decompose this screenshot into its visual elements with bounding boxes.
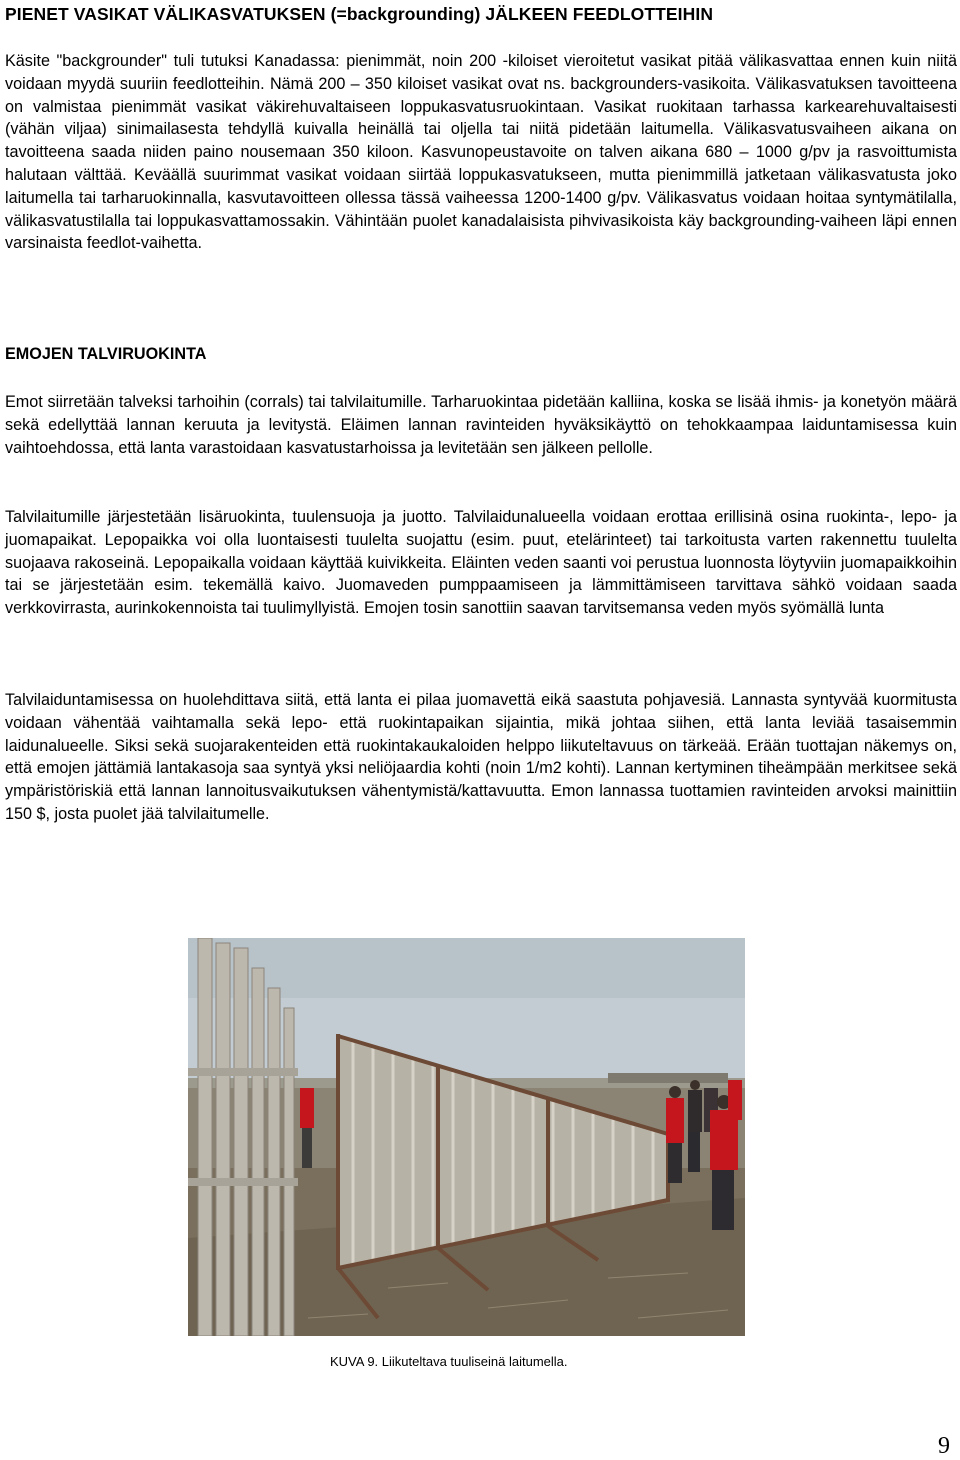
windbreak-fence-illustration bbox=[188, 938, 745, 1336]
figure-caption: KUVA 9. Liikuteltava tuuliseinä laitumella. bbox=[330, 1354, 568, 1369]
paragraph-winter-corrals: Emot siirretään talveksi tarhoihin (corrals) tai talvilaitumille. Tarharuokintaa pidetään kalliina, koska se lisää ihmis- ja konetyön määrä sekä edellyttää lannan keruuta ja levitystä. Eläimen lannan ravinteiden hyväksikäyttö on tehokkaampaa laiduntamisessa kuin vaihtoehdossa, että lanta varastoidaan kasvatustarhoissa ja levitetään sen jälkeen pellolle. bbox=[5, 393, 957, 457]
paragraph-winter-pastures: Talvilaitumille järjestetään lisäruokinta, tuulensuoja ja juotto. Talvilaidunalueella voidaan erottaa erillisinä osina ruokinta-, lepo- ja juomapaikat. Lepopaikka voi olla luontaisesti tuulelta suojattu (esim. puut, etelärinteet) tai tarkoitusta varten rakennettu tuulelta suojaava rakoseinä. Lepopaikalla voidaan käyttää kuivikkeita. Eläinten veden saanti voi perustua luonnosta löytyviin juomapaikkoihin tai se järjestetään esim. tekemällä kaivo. Juomaveden pumppaamiseen ja lämmittämiseen tarvittava sähkö voidaan saada verkkovirrasta, aurinkokennoista tai tuulimyllyistä. Emojen tosin sanottiin saavan tarvitsemansa veden myös syömällä lunta bbox=[5, 508, 957, 618]
figure-photo-windbreak-fence bbox=[188, 938, 745, 1336]
section-heading: EMOJEN TALVIRUOKINTA bbox=[5, 345, 207, 363]
paragraph-backgrounding: Käsite "backgrounder" tuli tutuksi Kanadassa: pienimmät, noin 200 -kiloiset vieroitetut vasikat pitää välikasvattaa ennen kuin niitä voidaan myydä suuriin feedlotteihin. Nämä 200 – 350 kiloiset vasikat ovat ns. backgrounders-vasikoita. Välikasvatuksen tavoitteena on valmistaa pienimmät vasikat väkirehuvaltaiseen loppukasvatusruokintaan. Vasikat ruokitaan tarhassa karkearehuvaltaisesti (vähän viljaa) sinimailasesta tehdyllä kuivalla heinällä tai oljella tai niitä pidetään laitumella. Välikasvatusvaiheen aikana on tavoitteena saada niiden paino nousemaan 350 kiloon. Kasvunopeustavoite on talven aikana 680 – 1000 g/pv ja rasvoittumista halutaan välttää. Keväällä suurimmat vasikat voidaan siirtää loppukasvatukseen, mutta pienimmillä jatketaan välikasvatusta joko laitumella tai tarharuokinnalla, kasvutavoitteen ollessa tässä vaiheessa 1200-1400 g/pv. Välikasvatus voidaan hoitaa syntymätilalla, välikasvatustilalla tai loppukasvattamossakin. Vähintään puolet kanadalaisista pihvivasikoista käy backgrounding-vaiheen läpi ennen varsinaista feedlot-vaihetta. bbox=[5, 52, 957, 253]
document-title: PIENET VASIKAT VÄLIKASVATUKSEN (=backgrounding) JÄLKEEN FEEDLOTTEIHIN bbox=[5, 4, 714, 24]
page-number: 9 bbox=[938, 1433, 950, 1459]
paragraph-manure: Talvilaiduntamisessa on huolehdittava siitä, että lanta ei pilaa juomavettä eikä saastuta pohjavesiä. Lannasta syntyvää kuormitusta voidaan vähentää vaihtamalla sekä lepo- että ruokintapaikan sijaintia, mikä johtaa siihen, että lanta leviää tasaisemmin laidunalueelle. Siksi sekä suojarakenteiden että ruokintakaukaloiden helppo liikuteltavuus on tärkeää. Erään tuottajan näkemys on, että emojen jättämiä lantakasoja saa syntyä yksi neliöjaardia kohti (noin 1/m2 kohti). Lannan kertyminen tiheämpään merkitsee sekä ympäristöriskiä että lannan lannoitusvaikutuksen vähentymistä/kattavuutta. Emon lannassa tuottamien ravinteiden arvoksi mainittiin 150 $, josta puolet jää talvilaitumelle. bbox=[5, 691, 957, 823]
